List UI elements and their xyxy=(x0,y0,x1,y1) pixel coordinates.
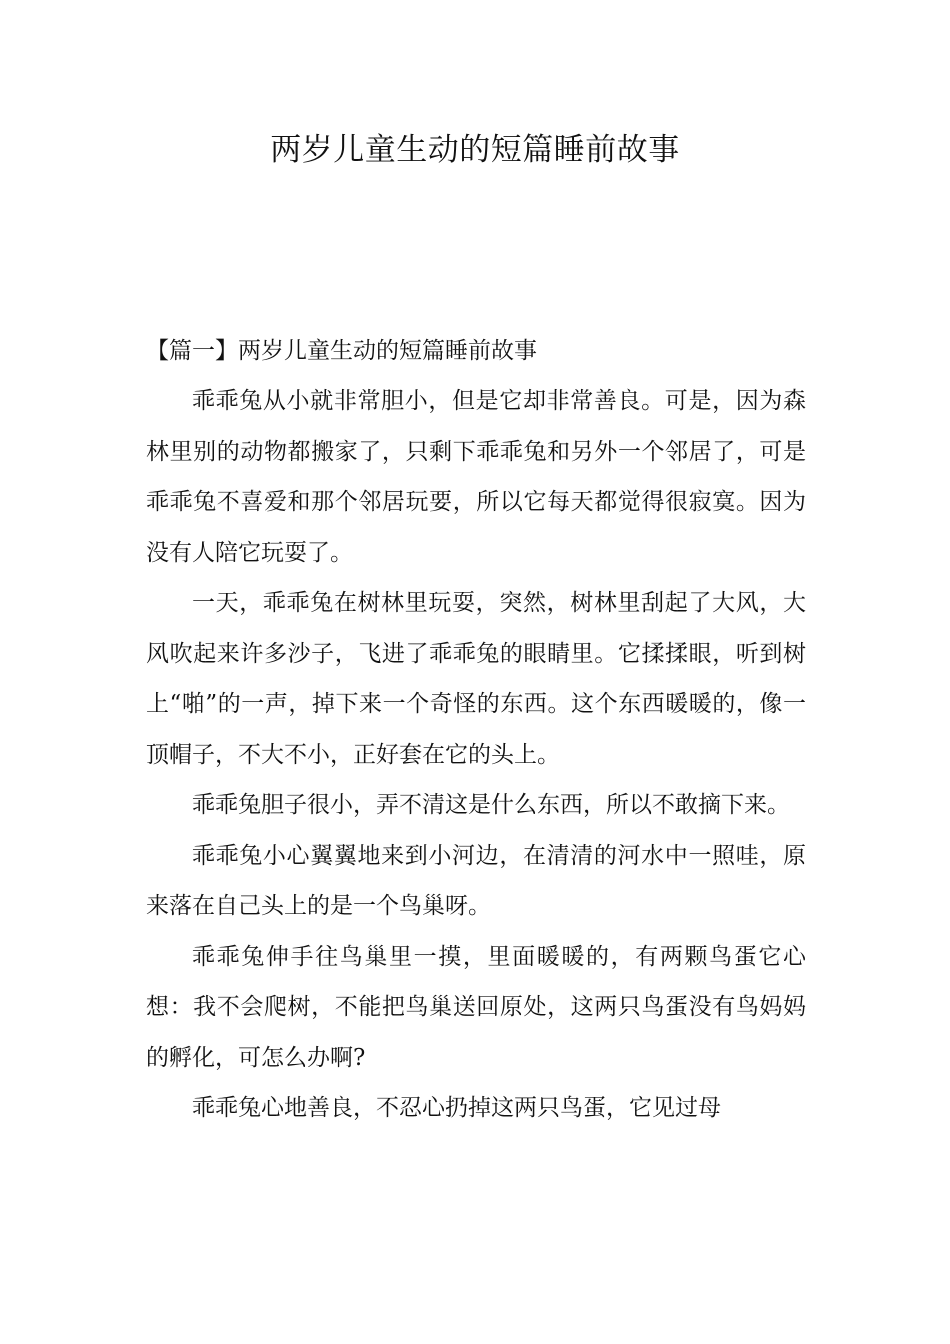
paragraph-2: 一天，乖乖兔在树林里玩耍，突然，树林里刮起了大风，大风吹起来许多沙子，飞进了乖乖兔的眼睛里。它揉揉眼，听到树上“啪”的一声，掉下来一个奇怪的东西。这个东西暖暖的，像一顶帽子，不大不小，正好套在它的头上。 xyxy=(146,590,806,768)
paragraph-1: 乖乖兔从小就非常胆小，但是它却非常善良。可是，因为森林里别的动物都搬家了，只剩下乖乖兔和另外一个邻居了，可是乖乖兔不喜爱和那个邻居玩要，所以它每天都觉得很寂寞。因为没有人陪它玩耍了。 xyxy=(146,388,806,566)
section-heading: 【篇一】两岁儿童生动的短篇睡前故事 xyxy=(146,338,537,364)
document-body xyxy=(146,326,806,1134)
paragraph-3: 乖乖兔胆子很小，弄不清这是什么东西，所以不敢摘下来。 xyxy=(192,792,790,818)
paragraph-5: 乖乖兔伸手往鸟巢里一摸，里面暖暖的，有两颗鸟蛋它心想：我不会爬树，不能把鸟巢送回原处，这两只鸟蛋没有鸟妈妈的孵化，可怎么办啊? xyxy=(146,943,806,1071)
paragraph-6: 乖乖兔心地善良，不忍心扔掉这两只鸟蛋，它见过母 xyxy=(192,1095,721,1121)
document-title: 两岁儿童生动的短篇睡前故事 xyxy=(270,132,680,168)
paragraph-4: 乖乖兔小心翼翼地来到小河边，在清清的河水中一照哇，原来落在自己头上的是一个鸟巢呀。 xyxy=(146,842,806,919)
